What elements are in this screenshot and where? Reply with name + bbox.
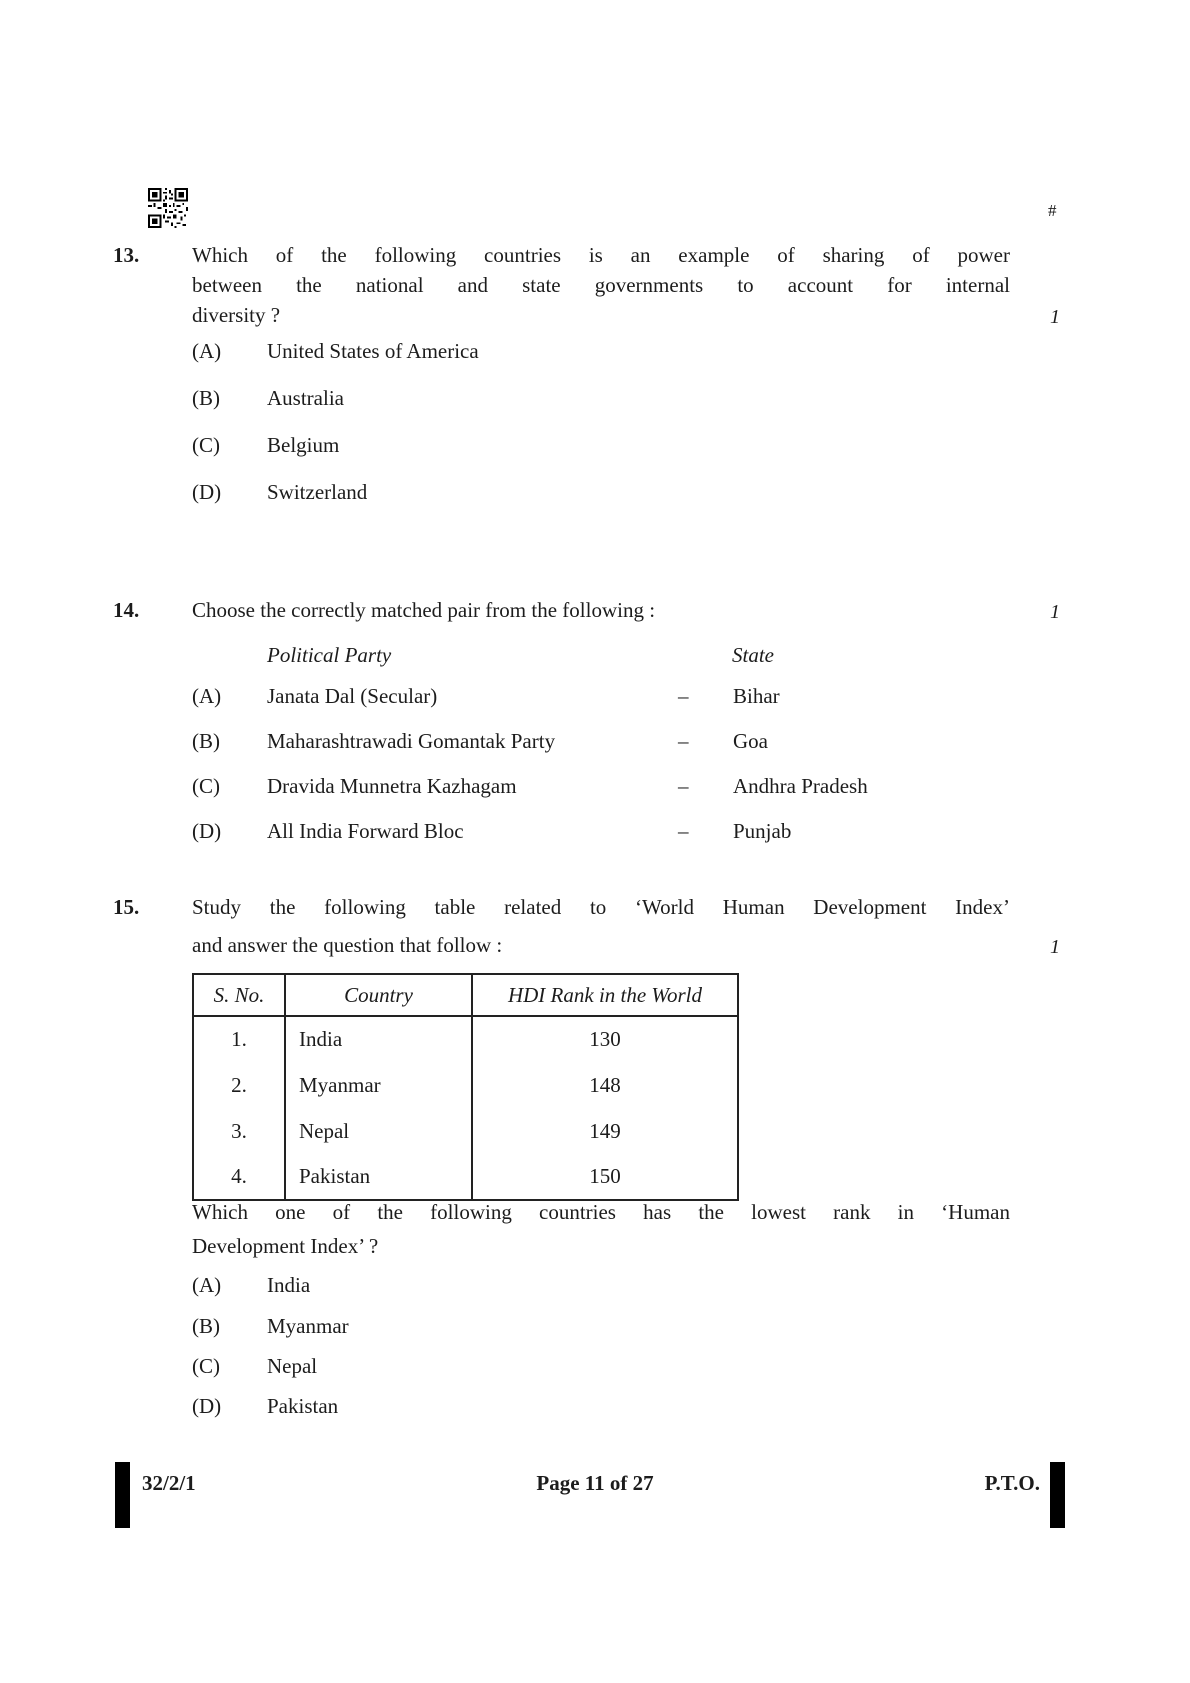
state-name: Bihar xyxy=(733,684,780,708)
option-text: Australia xyxy=(267,386,344,410)
q13-stem-line-3: diversity ? xyxy=(192,303,281,327)
option-label: (C) xyxy=(192,1354,220,1378)
cell-sno: 1. xyxy=(193,1016,285,1062)
option-label: (C) xyxy=(192,433,220,457)
table-row xyxy=(193,1062,738,1108)
footer-pto: P.T.O. xyxy=(984,1471,1040,1495)
dash: – xyxy=(678,684,689,708)
option-text: Belgium xyxy=(267,433,340,457)
q15-subquestion-line-1: Which one of the following countries has the lowest rank in ‘Human xyxy=(192,1200,1010,1224)
q14-pair-b xyxy=(192,726,768,756)
cell-sno: 3. xyxy=(193,1108,285,1154)
dash: – xyxy=(678,774,689,798)
footer-paper-code: 32/2/1 xyxy=(142,1471,196,1495)
q15-stem-line-2: and answer the question that follow : xyxy=(192,933,503,957)
option-label: (A) xyxy=(192,339,222,363)
q15-option-c xyxy=(192,1351,317,1381)
q15-option-a xyxy=(192,1270,310,1300)
q13-option-d xyxy=(192,477,367,507)
cell-rank: 148 xyxy=(589,1072,621,1097)
option-text: Pakistan xyxy=(267,1394,339,1418)
cell-rank: 149 xyxy=(589,1118,621,1143)
q14-stem: Choose the correctly matched pair from the following : xyxy=(192,598,656,622)
cell-country: Nepal xyxy=(285,1108,472,1154)
corner-hash-mark: # xyxy=(1048,201,1057,220)
q15-stem-line-1: Study the following table related to ‘World Human Development Index’ xyxy=(192,895,1010,919)
q13-marks: 1 xyxy=(1050,306,1060,328)
q15-marks: 1 xyxy=(1050,936,1060,958)
cell-country: Myanmar xyxy=(285,1062,472,1108)
option-text: United States of America xyxy=(267,339,479,363)
state-name: Punjab xyxy=(733,819,792,843)
hdi-table xyxy=(192,973,739,1201)
cell-sno: 2. xyxy=(193,1062,285,1108)
state-name: Goa xyxy=(733,729,768,753)
dash: – xyxy=(678,729,689,753)
option-label: (A) xyxy=(192,684,222,708)
party-name: Dravida Munnetra Kazhagam xyxy=(267,774,517,798)
table-row xyxy=(193,1108,738,1154)
footer-page-info: Page 11 of 27 xyxy=(536,1471,654,1495)
table-row xyxy=(193,1154,738,1200)
party-name: Maharashtrawadi Gomantak Party xyxy=(267,729,556,753)
table-row xyxy=(193,1016,738,1062)
q15-option-b xyxy=(192,1311,349,1341)
q13-option-c xyxy=(192,430,339,460)
option-label: (D) xyxy=(192,480,222,504)
hdi-header-sno: S. No. xyxy=(193,974,285,1016)
party-name: Janata Dal (Secular) xyxy=(267,684,438,708)
cell-sno: 4. xyxy=(193,1154,285,1200)
footer-right-bar xyxy=(1050,1462,1065,1528)
q14-col1-header: Political Party xyxy=(267,643,392,667)
hdi-header-rank: HDI Rank in the World xyxy=(472,974,738,1016)
party-name: All India Forward Bloc xyxy=(267,819,464,843)
option-label: (B) xyxy=(192,386,220,410)
option-label: (C) xyxy=(192,774,220,798)
q13-stem-line-2: between the national and state governments to account for internal xyxy=(192,273,1010,297)
q15-subquestion-line-2: Development Index’ ? xyxy=(192,1234,379,1258)
option-text: India xyxy=(267,1273,311,1297)
q14-pair-d xyxy=(192,816,791,846)
state-name: Andhra Pradesh xyxy=(733,774,868,798)
qr-code-icon xyxy=(148,188,188,228)
q13-stem-line-1: Which of the following countries is an example of sharing of power xyxy=(192,243,1010,267)
q14-col2-header: State xyxy=(732,643,774,667)
option-label: (D) xyxy=(192,819,222,843)
cell-country: India xyxy=(285,1016,472,1062)
q15-number: 15. xyxy=(113,895,140,919)
q13-option-b xyxy=(192,383,344,413)
hdi-header-country: Country xyxy=(285,974,472,1016)
dash: – xyxy=(678,819,689,843)
option-text: Myanmar xyxy=(267,1314,349,1338)
q13-option-a xyxy=(192,336,479,366)
q13-number: 13. xyxy=(113,243,140,267)
option-label: (D) xyxy=(192,1394,222,1418)
cell-country: Pakistan xyxy=(285,1154,472,1200)
option-label: (B) xyxy=(192,1314,220,1338)
q14-number: 14. xyxy=(113,598,140,622)
option-label: (A) xyxy=(192,1273,222,1297)
q14-marks: 1 xyxy=(1050,601,1060,623)
option-label: (B) xyxy=(192,729,220,753)
cell-rank: 130 xyxy=(589,1027,621,1051)
hdi-table-header-row xyxy=(193,974,738,1016)
option-text: Switzerland xyxy=(267,480,368,504)
q15-option-d xyxy=(192,1391,338,1421)
q14-pair-c xyxy=(192,771,868,801)
q14-pair-a xyxy=(192,681,780,711)
option-text: Nepal xyxy=(267,1354,318,1378)
cell-rank: 150 xyxy=(589,1164,621,1188)
